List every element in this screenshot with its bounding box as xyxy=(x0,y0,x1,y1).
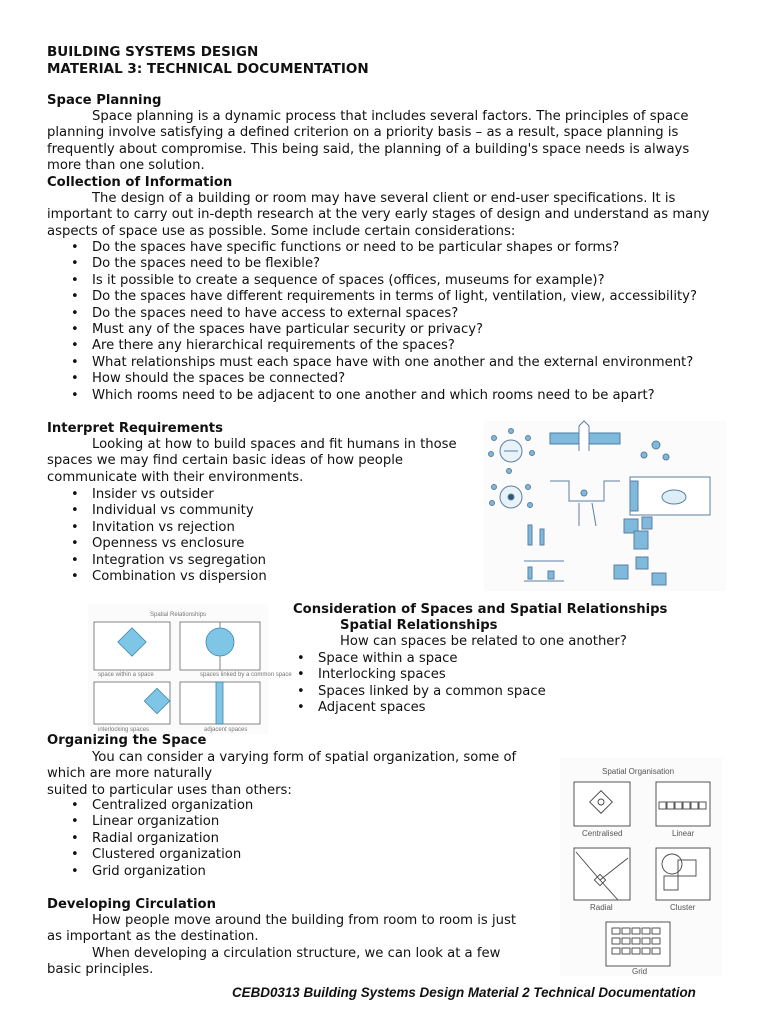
list-item: • Integration vs segregation xyxy=(47,553,267,569)
spatial-relationship-list xyxy=(273,651,546,717)
list-item: • Radial organization xyxy=(47,831,253,847)
figure-title: Spatial Organisation xyxy=(602,767,675,776)
caption-adjacent: adjacent spaces xyxy=(204,727,248,733)
caption-centralised: Centralised xyxy=(582,829,623,838)
circulation-line-2: as important as the destination. xyxy=(47,929,259,945)
interpret-line-2: spaces we may find certain basic ideas of how people xyxy=(47,453,403,469)
list-item: • Is it possible to create a sequence of spaces (offices, museums for example)? xyxy=(47,273,697,289)
list-item: • Linear organization xyxy=(47,814,253,830)
interpret-list xyxy=(47,487,267,585)
consideration-heading: Consideration of Spaces and Spatial Relationships xyxy=(293,602,668,617)
circulation-line-4: basic principles. xyxy=(47,962,154,978)
space-planning-paragraph: Space planning is a dynamic process that includes several factors. The principles of space planning involve satisfying a defined criterion on a priority basis – as a result, space planning is frequently about compromise. This being said, the planning of a building's space needs is always more than one solution. xyxy=(47,109,690,174)
collection-heading: Collection of Information xyxy=(47,175,233,190)
caption-space-within: space within a space xyxy=(98,672,154,678)
caption-cluster: Cluster xyxy=(670,903,696,912)
collection-paragraph: The design of a building or room may have several client or end-user specifications. It is important to carry out in-depth research at the very early stages of design and understand as many aspects of space use as possible. Some include certain considerations: xyxy=(47,191,710,239)
circulation-paragraph xyxy=(47,913,547,979)
spatial-organisation-figure xyxy=(560,758,722,976)
spatial-relationships-subheading: Spatial Relationships xyxy=(340,618,498,633)
list-item: • Adjacent spaces xyxy=(273,700,546,716)
caption-interlocking: interlocking spaces xyxy=(98,727,150,733)
interpret-sketches-figure xyxy=(484,421,726,591)
interpret-sketches-svg xyxy=(484,421,726,591)
list-item: • Grid organization xyxy=(47,864,253,880)
space-planning-heading: Space Planning xyxy=(47,93,162,108)
circulation-heading: Developing Circulation xyxy=(47,897,216,912)
list-item: • Spaces linked by a common space xyxy=(273,684,546,700)
interpret-heading: Interpret Requirements xyxy=(47,421,223,436)
figure-title: Spatial Relationships xyxy=(150,612,207,618)
page-footer: CEBD0313 Building Systems Design Material 2 Technical Documentation xyxy=(232,985,696,1000)
organizing-heading: Organizing the Space xyxy=(47,733,207,748)
caption-grid: Grid xyxy=(632,967,648,976)
interpret-line-3: communicate with their environments. xyxy=(47,469,304,485)
considerations-list xyxy=(47,240,697,404)
caption-linear: Linear xyxy=(672,829,695,838)
list-item: • Do the spaces need to have access to external spaces? xyxy=(47,306,697,322)
interpret-line-1: Looking at how to build spaces and fit humans in those xyxy=(92,437,457,452)
list-item: • Space within a space xyxy=(273,651,546,667)
list-item: • Centralized organization xyxy=(47,798,253,814)
list-item: • Invitation vs rejection xyxy=(47,520,267,536)
list-item: • Clustered organization xyxy=(47,847,253,863)
list-item: • Combination vs dispersion xyxy=(47,569,267,585)
list-item: • Openness vs enclosure xyxy=(47,536,267,552)
organization-list xyxy=(47,798,253,880)
organizing-paragraph xyxy=(47,750,547,799)
list-item: • How should the spaces be connected? xyxy=(47,371,697,387)
spatial-relationships-figure xyxy=(88,604,292,734)
list-item: • Must any of the spaces have particular security or privacy? xyxy=(47,322,697,338)
spatial-relationships-svg xyxy=(88,604,292,734)
interpret-paragraph xyxy=(47,437,477,486)
spatial-question: How can spaces be related to one another? xyxy=(340,634,627,649)
list-item: • What relationships must each space have with one another and the external environment? xyxy=(47,355,697,371)
list-item: • Are there any hierarchical requirements of the spaces? xyxy=(47,338,697,354)
title-line-2: MATERIAL 3: TECHNICAL DOCUMENTATION xyxy=(47,61,369,77)
circulation-line-3: When developing a circulation structure, we can look at a few xyxy=(92,945,501,961)
list-item: • Which rooms need to be adjacent to one another and which rooms need to be apart? xyxy=(47,388,697,404)
caption-radial: Radial xyxy=(590,903,613,912)
circulation-line-1: How people move around the building from room to room is just xyxy=(92,913,517,928)
list-item: • Interlocking spaces xyxy=(273,667,546,683)
organizing-line-1: You can consider a varying form of spatial organization, some of xyxy=(92,750,517,765)
list-item: • Do the spaces have specific functions or need to be particular shapes or forms? xyxy=(47,240,697,256)
list-item: • Do the spaces have different requirements in terms of light, ventilation, view, accessibility? xyxy=(47,289,697,305)
list-item: • Individual vs community xyxy=(47,503,267,519)
caption-linked: spaces linked by a common space xyxy=(200,672,292,678)
organizing-line-3: suited to particular uses than others: xyxy=(47,782,292,798)
list-item: • Do the spaces need to be flexible? xyxy=(47,256,697,272)
document-title xyxy=(47,44,369,78)
list-item: • Insider vs outsider xyxy=(47,487,267,503)
spatial-organisation-svg xyxy=(560,758,722,976)
organizing-line-2: which are more naturally xyxy=(47,766,213,782)
title-line-1: BUILDING SYSTEMS DESIGN xyxy=(47,44,259,60)
